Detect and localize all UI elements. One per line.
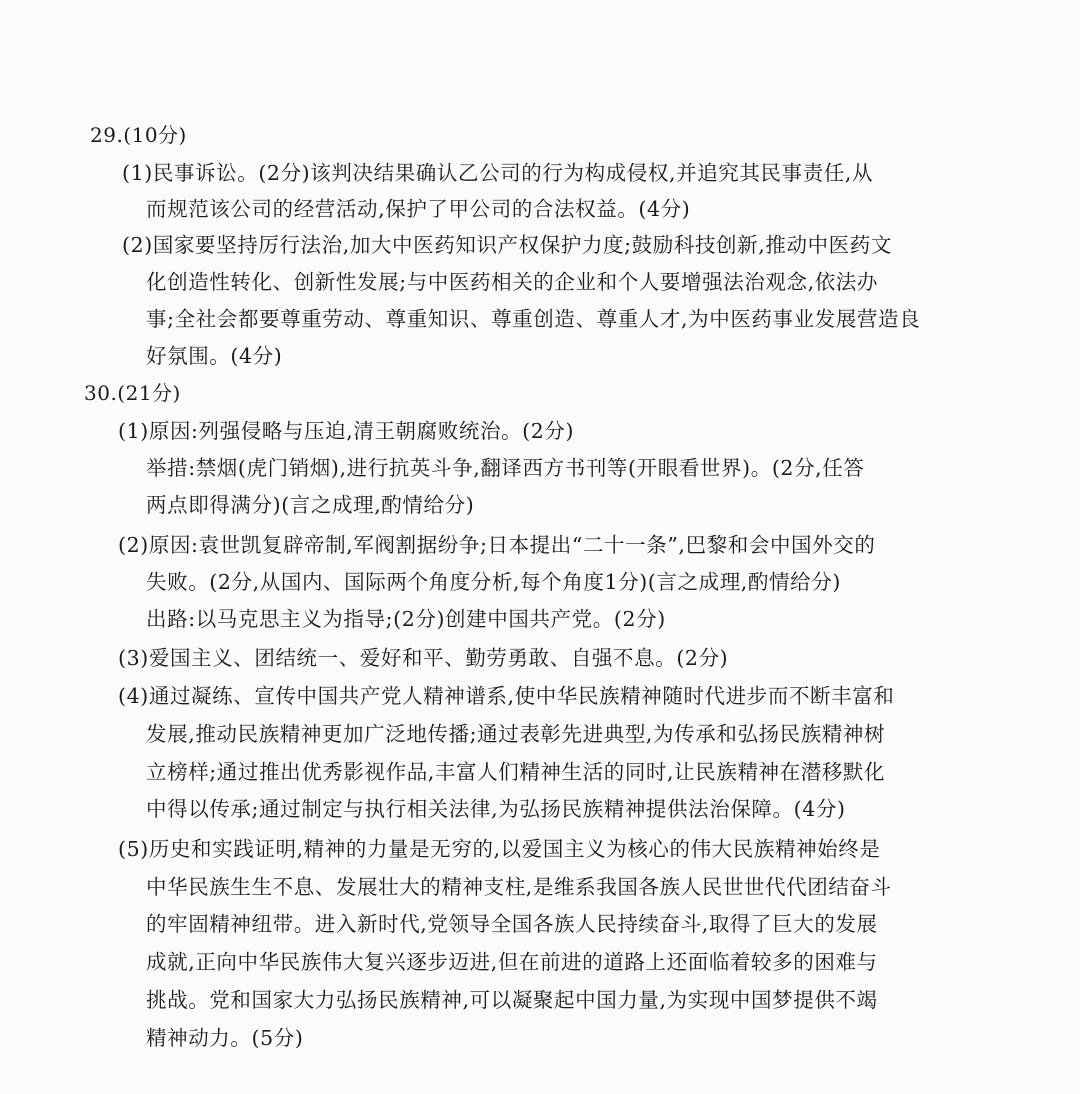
- q29-part1-line: 而规范该公司的经营活动,保护了甲公司的合法权益。(4分): [146, 197, 691, 221]
- q29-part2-line: (2)国家要坚持厉行法治,加大中医药知识产权保护力度;鼓励科技创新,推动中医药文: [122, 233, 892, 257]
- q30-part2-line: 失败。(2分,从国内、国际两个角度分析,每个角度1分)(言之成理,酌情给分): [146, 570, 841, 594]
- q30-part2-line: (2)原因:袁世凯复辟帝制,军阀割据纷争;日本提出“二十一条”,巴黎和会中国外交的: [118, 533, 876, 557]
- q29-part2-line: 好氛围。(4分): [146, 344, 283, 368]
- q30-part1-line: 举措:禁烟(虎门销烟),进行抗英斗争,翻译西方书刊等(开眼看世界)。(2分,任答: [146, 456, 865, 480]
- q30-part5-line: 精神动力。(5分): [146, 1026, 304, 1050]
- q30-part4-line: 发展,推动民族精神更加广泛地传播;通过表彰先进典型,为传承和弘扬民族精神树: [146, 722, 886, 746]
- question-30-header: 30.(21分): [84, 381, 181, 405]
- q30-part5-line: 成就,正向中华民族伟大复兴逐步迈进,但在前进的道路上还面临着较多的困难与: [146, 950, 878, 974]
- q29-part2-line: 化创造性转化、创新性发展;与中医药相关的企业和个人要增强法治观念,依法办: [146, 270, 879, 294]
- q30-part5-line: 中华民族生生不息、发展壮大的精神支柱,是维系我国各族人民世世代代团结奋斗: [146, 875, 892, 899]
- q29-part2-line: 事;全社会都要尊重劳动、尊重知识、尊重创造、尊重人才,为中医药事业发展营造良: [146, 307, 921, 331]
- q29-part1-line: (1)民事诉讼。(2分)该判决结果确认乙公司的行为构成侵权,并追究其民事责任,从: [122, 161, 874, 185]
- q30-part1-line: 两点即得满分)(言之成理,酌情给分): [146, 493, 475, 517]
- q30-part4-line: 中得以传承;通过制定与执行相关法律,为弘扬民族精神提供法治保障。(4分): [146, 797, 846, 821]
- q30-part1-line: (1)原因:列强侵略与压迫,清王朝腐败统治。(2分): [118, 419, 575, 443]
- q30-part2-line: 出路:以马克思主义为指导;(2分)创建中国共产党。(2分): [146, 607, 666, 631]
- q30-part4-line: (4)通过凝练、宣传中国共产党人精神谱系,使中华民族精神随时代进步而不断丰富和: [118, 684, 895, 708]
- question-29-header: 29.(10分): [90, 123, 187, 147]
- q30-part3-line: (3)爱国主义、团结统一、爱好和平、勤劳勇敢、自强不息。(2分): [118, 646, 729, 670]
- q30-part5-line: 的牢固精神纽带。进入新时代,党领导全国各族人民持续奋斗,取得了巨大的发展: [146, 912, 878, 936]
- q30-part5-line: (5)历史和实践证明,精神的力量是无穷的,以爱国主义为核心的伟大民族精神始终是: [118, 837, 881, 861]
- q30-part5-line: 挑战。党和国家大力弘扬民族精神,可以凝聚起中国力量,为实现中国梦提供不竭: [146, 988, 878, 1012]
- q30-part4-line: 立榜样;通过推出优秀影视作品,丰富人们精神生活的同时,让民族精神在潜移默化: [146, 760, 886, 784]
